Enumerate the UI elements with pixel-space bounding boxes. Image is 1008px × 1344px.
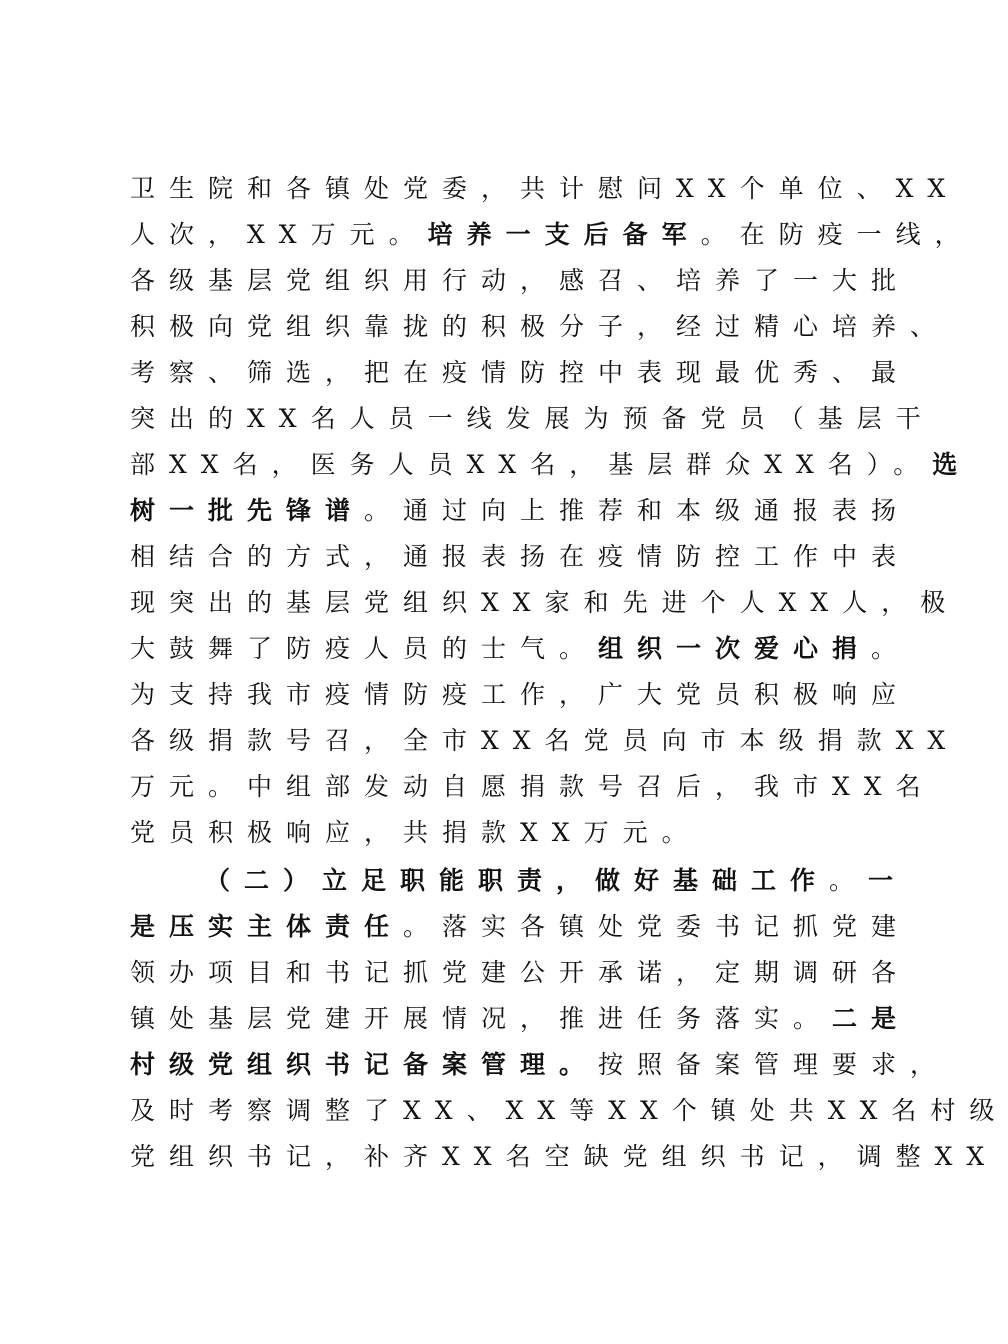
- text-run: 人次，XX万元。: [130, 220, 428, 249]
- text-run: 。: [829, 866, 869, 895]
- text-line: [130, 1094, 1008, 1128]
- bold-text-run: 村级党组织书记备案管理。: [130, 1050, 599, 1079]
- text-line: [130, 956, 911, 990]
- bold-text-run: 组织一次爱心捐: [598, 634, 872, 663]
- text-run: 各级基层党组织用行动，感召、培养了一大批: [130, 266, 911, 295]
- text-run: 万元。中组部发动自愿捐款号召后，我市XX名: [130, 772, 935, 801]
- text-run: 积极向党组织靠拢的积极分子，经过精心培养、: [130, 312, 950, 341]
- text-line: [130, 1048, 950, 1082]
- text-line: [130, 172, 960, 206]
- text-line: [130, 816, 830, 850]
- text-line: [205, 864, 908, 898]
- bold-text-run: 一: [868, 866, 908, 895]
- text-line: [130, 356, 911, 390]
- text-run: 为支持我市疫情防疫工作，广大党员积极响应: [130, 680, 911, 709]
- text-run: 相结合的方式，通报表扬在疫情防控工作中表: [130, 542, 911, 571]
- text-run: 镇处基层党建开展情况，推进任务落实。: [130, 1004, 833, 1033]
- text-line: [130, 724, 960, 758]
- text-line: [130, 586, 960, 620]
- text-line: [130, 218, 974, 252]
- text-run: 卫生院和各镇处党委，共计慰问XX个单位、XX: [130, 174, 960, 203]
- text-line: [130, 264, 911, 298]
- bold-text-run: 树一批先锋谱: [130, 496, 365, 525]
- text-run: 突出的XX名人员一线发展为预备党员（基层干: [130, 404, 935, 433]
- text-line: [130, 678, 911, 712]
- text-run: 领办项目和书记抓党建公开承诺，定期调研各: [130, 958, 911, 987]
- text-run: 考察、筛选，把在疫情防控中表现最优秀、最: [130, 358, 911, 387]
- text-line: [130, 1140, 999, 1174]
- bold-text-run: 二是: [832, 1004, 911, 1033]
- text-line: [130, 770, 935, 804]
- bold-text-run: 培养一支后备军: [427, 220, 701, 249]
- text-run: 现突出的基层党组织XX家和先进个人XX人，极: [130, 588, 960, 617]
- text-run: 及时考察调整了XX、XX等XX个镇处共XX名村级: [130, 1096, 1008, 1125]
- text-run: 按照备案管理要求，: [598, 1050, 950, 1079]
- text-line: [130, 310, 950, 344]
- text-line: [130, 402, 935, 436]
- text-line: [130, 632, 911, 666]
- text-line: [130, 910, 911, 944]
- text-run: 。通过向上推荐和本级通报表扬: [364, 496, 911, 525]
- text-line: [130, 448, 972, 482]
- text-run: 大鼓舞了防疫人员的士气。: [130, 634, 599, 663]
- text-run: 党组织书记，补齐XX名空缺党组织书记，调整XX: [130, 1142, 999, 1171]
- text-line: [130, 540, 911, 574]
- bold-text-run: 选: [932, 450, 972, 479]
- text-run: 。在防疫一线，: [700, 220, 974, 249]
- text-run: 。: [871, 634, 911, 663]
- text-run: 部XX名，医务人员XX名，基层群众XX名）。: [130, 450, 933, 479]
- text-run: 党员积极响应，共捐款XX万元。: [130, 818, 701, 847]
- text-line: [130, 494, 911, 528]
- text-run: 。落实各镇处党委书记抓党建: [403, 912, 911, 941]
- bold-text-run: （二）立足职能职责，做好基础工作: [205, 866, 830, 895]
- bold-text-run: 是压实主体责任: [130, 912, 404, 941]
- text-run: 各级捐款号召，全市XX名党员向市本级捐款XX: [130, 726, 960, 755]
- text-line: [130, 1002, 911, 1036]
